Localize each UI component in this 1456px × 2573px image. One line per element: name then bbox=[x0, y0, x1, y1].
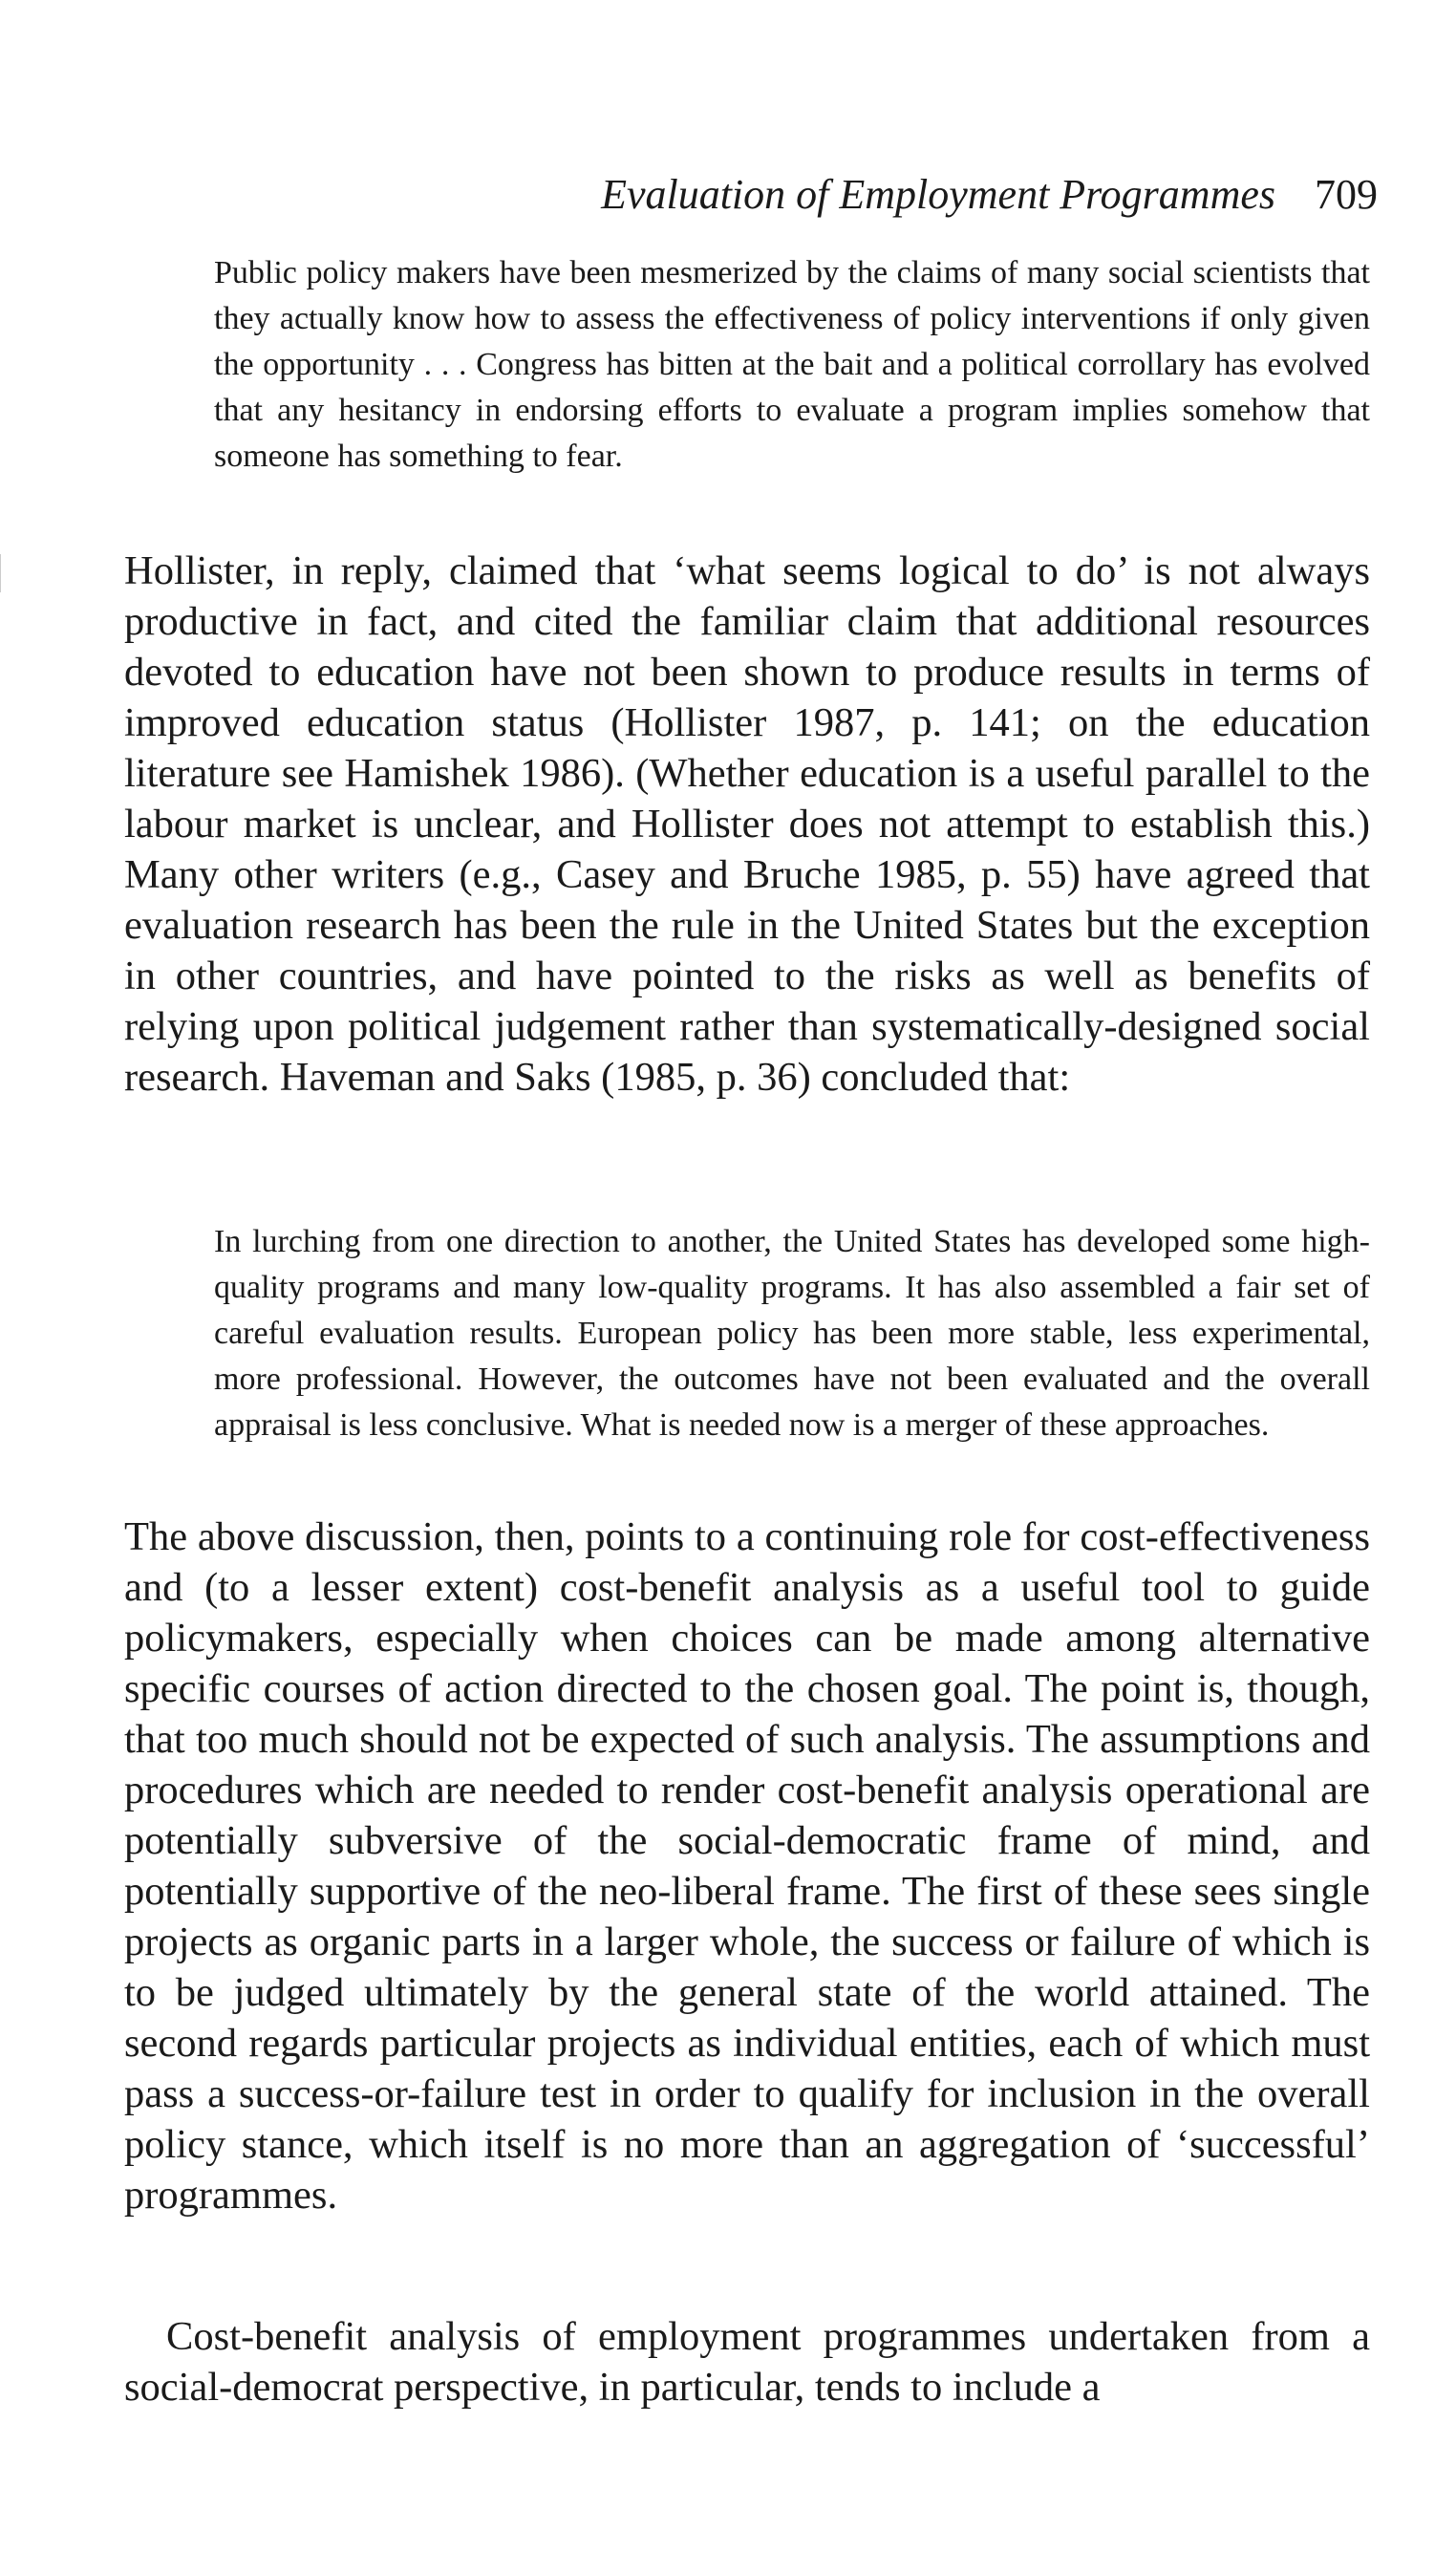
paragraph-3: Cost-benefit analysis of employment programmes undertaken from a social-democrat perspective, in particular, tends to include a bbox=[124, 2314, 1370, 2410]
page-number: 709 bbox=[1315, 171, 1378, 218]
paragraph-2: The above discussion, then, points to a continuing role for cost-effectiveness and (to a lesser extent) cost-benefit analysis as a useful tool to guide policymakers, especially when choices can be made among alternative specific courses of action directed to the chosen goal. The point is, though, that too much should not be expected of such analysis. The assumptions and procedures which are needed to render cost-benefit analysis operational are potentially subversive of the social-democratic frame of mind, and potentially supportive of the neo-liberal frame. The first of these sees single projects as organic parts in a larger whole, the success or failure of which is to be judged ultimately by the general state of the world attained. The second regards particular projects as individual entities, each of which must pass a success-or-failure test in order to qualify for inclusion in the overall policy stance, which itself is no more than an aggregation of ‘successful’ programmes. bbox=[124, 1514, 1370, 2218]
paragraph-1: Hollister, in reply, claimed that ‘what seems logical to do’ is not always productive in fact, and cited the familiar claim that additional resources devoted to education have not been shown to produce results in terms of improved education status (Hollister 1987, p. 141; on the education literature see Hamishek 1986). (Whether education is a useful parallel to the labour market is unclear, and Hollister does not attempt to establish this.) Many other writers (e.g., Casey and Bruche 1985, p. 55) have agreed that evaluation research has been the rule in the United States but the exception in other countries, and have pointed to the risks as well as benefits of relying upon political judgement rather than systematically-designed social research. Haveman and Saks (1985, p. 36) concluded that: bbox=[124, 548, 1370, 1100]
running-head bbox=[124, 170, 1378, 220]
running-head-title: Evaluation of Employment Programmes bbox=[601, 171, 1275, 218]
block-quote-1: Public policy makers have been mesmerized by the claims of many social scientists that they actually know how to assess the effectiveness of policy interventions if only given the opportunity . . . Congress has bitten at the bait and a political corrollary has evolved that any hesitancy in endorsing efforts to evaluate a program implies somehow that someone has something to fear. bbox=[214, 255, 1370, 474]
margin-mark bbox=[0, 554, 1, 592]
block-quote-2: In lurching from one direction to another, the United States has developed some high-quality programs and many low-quality programs. It has also assembled a fair set of careful evaluation results. European policy has been more stable, less experimental, more professional. However, the outcomes have not been evaluated and the overall appraisal is less conclusive. What is needed now is a merger of these approaches. bbox=[214, 1224, 1370, 1443]
